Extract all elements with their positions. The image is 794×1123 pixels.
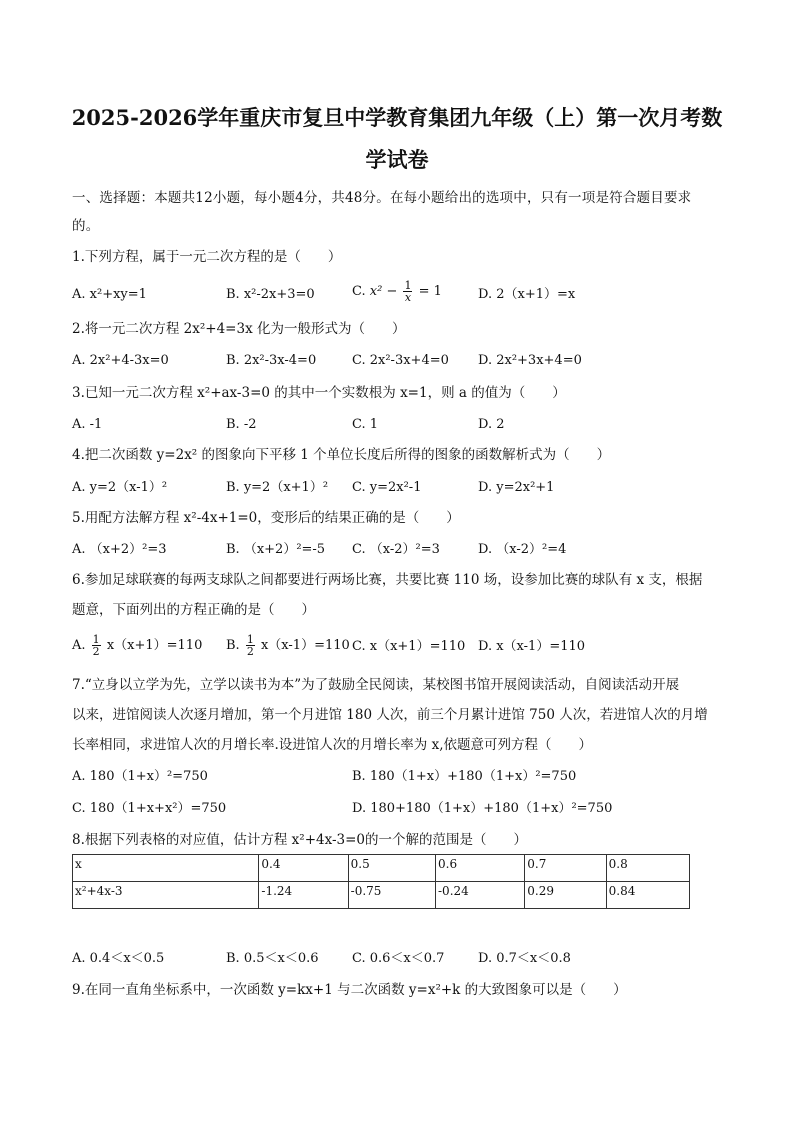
q6-option-b-label: B. bbox=[226, 638, 240, 653]
table-cell: 0.4 bbox=[259, 855, 348, 882]
question-7-stem-line2: 以来，进馆阅读人次逐月增加，第一个月进馆 180 人次，前三个月累计进馆 750 人次，若进馆人次的月增 bbox=[72, 707, 708, 723]
table-cell: -0.75 bbox=[348, 882, 435, 909]
q8-option-c[interactable]: C. 0.6＜x＜0.7 bbox=[352, 951, 445, 966]
q1-option-c-label: C. bbox=[352, 284, 366, 299]
q2-option-c[interactable]: C. 2x²-3x+4=0 bbox=[352, 353, 449, 368]
q7-option-d[interactable]: D. 180+180（1+x）+180（1+x）²=750 bbox=[352, 801, 613, 816]
table-cell: 0.84 bbox=[606, 882, 689, 909]
q3-option-d[interactable]: D. 2 bbox=[478, 417, 505, 432]
q8-option-a[interactable]: A. 0.4＜x＜0.5 bbox=[72, 951, 165, 966]
q4-option-b[interactable]: B. y=2（x+1）² bbox=[226, 480, 329, 495]
table-row bbox=[73, 855, 690, 882]
q1-option-b[interactable]: B. x²-2x+3=0 bbox=[226, 287, 315, 302]
q8-option-d[interactable]: D. 0.7＜x＜0.8 bbox=[478, 951, 571, 966]
table-cell: -0.24 bbox=[436, 882, 525, 909]
table-row bbox=[73, 882, 690, 909]
q1-option-d[interactable]: D. 2（x+1）=x bbox=[478, 287, 576, 302]
section-heading-line1: 一、选择题：本题共12小题，每小题4分，共48分。在每小题给出的选项中，只有一项是符合题目要求 bbox=[72, 190, 692, 206]
q1-option-c[interactable]: C. x² − $\frac{1}{x}$ = 1 bbox=[352, 279, 442, 304]
q7-option-c[interactable]: C. 180（1+x+x²）=750 bbox=[72, 801, 227, 816]
question-1-stem: 1.下列方程，属于一元二次方程的是（ ） bbox=[72, 249, 342, 265]
exam-title-line1: 2025-2026学年重庆市复旦中学教育集团九年级（上）第一次月考数 bbox=[71, 105, 723, 130]
table-cell: 0.6 bbox=[436, 855, 525, 882]
question-2-stem: 2.将一元二次方程 2x²+4=3x 化为一般形式为（ ） bbox=[72, 321, 406, 337]
question-7-stem-line1: 7.“立身以立学为先，立学以读书为本”为了鼓励全民阅读，某校图书馆开展阅读活动，自阅读活动开展 bbox=[72, 677, 680, 693]
q4-option-d[interactable]: D. y=2x²+1 bbox=[478, 480, 555, 495]
table-cell: 0.7 bbox=[525, 855, 606, 882]
q6-option-a-label: A. bbox=[72, 638, 86, 653]
q6-option-d[interactable]: D. x（x-1）=110 bbox=[478, 639, 586, 654]
q1-option-a[interactable]: A. x²+xy=1 bbox=[72, 287, 147, 302]
q6-option-a-fraction: $\frac{1}{2}$ bbox=[92, 633, 100, 658]
question-6-stem-line2: 题意，下面列出的方程正确的是（ ） bbox=[72, 602, 315, 618]
table-cell: 0.5 bbox=[348, 855, 435, 882]
q5-option-c[interactable]: C. （x-2）²=3 bbox=[352, 542, 440, 557]
q2-option-b[interactable]: B. 2x²-3x-4=0 bbox=[226, 353, 317, 368]
q2-option-a[interactable]: A. 2x²+4-3x=0 bbox=[72, 353, 169, 368]
question-3-stem: 3.已知一元二次方程 x²+ax-3=0 的其中一个实数根为 x=1，则 a 的值为（ ） bbox=[72, 385, 566, 401]
q5-option-b[interactable]: B. （x+2）²=-5 bbox=[226, 542, 326, 557]
q7-option-b[interactable]: B. 180（1+x）+180（1+x）²=750 bbox=[352, 769, 577, 784]
section-heading-line2: 的。 bbox=[72, 218, 100, 234]
q4-option-c[interactable]: C. y=2x²-1 bbox=[352, 480, 422, 495]
q3-option-a[interactable]: A. -1 bbox=[72, 417, 103, 432]
q4-option-a[interactable]: A. y=2（x-1）² bbox=[72, 480, 168, 495]
question-8-stem: 8.根据下列表格的对应值，估计方程 x²+4x-3=0的一个解的范围是（ ） bbox=[72, 832, 528, 848]
question-6-stem-line1: 6.参加足球联赛的每两支球队之间都要进行两场比赛，共要比赛 110 场，设参加比赛的球队有 x 支，根据 bbox=[72, 572, 703, 588]
q1-option-c-math: x² − bbox=[369, 284, 402, 299]
question-7-stem-line3: 长率相同，求进馆人次的月增长率.设进馆人次的月增长率为 x,依题意可列方程（ ） bbox=[72, 737, 592, 753]
question-4-stem: 4.把二次函数 y=2x² 的图象向下平移 1 个单位长度后所得的图象的函数解析式为（ ） bbox=[72, 447, 611, 463]
q7-option-a[interactable]: A. 180（1+x）²=750 bbox=[72, 769, 208, 784]
exam-title-line2: 学试卷 bbox=[365, 147, 429, 172]
question-9-stem: 9.在同一直角坐标系中，一次函数 y=kx+1 与二次函数 y=x²+k 的大致图象可以是（ ） bbox=[72, 982, 627, 998]
table-cell: 0.8 bbox=[606, 855, 689, 882]
q5-option-d[interactable]: D. （x-2）²=4 bbox=[478, 542, 567, 557]
question-5-stem: 5.用配方法解方程 x²-4x+1=0，变形后的结果正确的是（ ） bbox=[72, 510, 460, 526]
table-cell: 0.29 bbox=[525, 882, 606, 909]
q5-option-a[interactable]: A. （x+2）²=3 bbox=[72, 542, 167, 557]
q6-option-a-text: x（x+1）=110 bbox=[106, 638, 203, 653]
q1-option-c-fraction: $\frac{1}{x}$ bbox=[404, 279, 412, 304]
q6-option-b[interactable] bbox=[226, 634, 350, 657]
q2-option-d[interactable]: D. 2x²+3x+4=0 bbox=[478, 353, 582, 368]
q6-option-a[interactable] bbox=[72, 634, 202, 657]
q3-option-c[interactable]: C. 1 bbox=[352, 417, 379, 432]
table-cell: -1.24 bbox=[259, 882, 348, 909]
q6-option-b-text: x（x-1）=110 bbox=[260, 638, 350, 653]
q3-option-b[interactable]: B. -2 bbox=[226, 417, 257, 432]
table-cell: x²+4x-3 bbox=[73, 882, 259, 909]
q6-option-c[interactable]: C. x（x+1）=110 bbox=[352, 639, 466, 654]
q8-option-b[interactable]: B. 0.5＜x＜0.6 bbox=[226, 951, 319, 966]
q6-option-b-fraction: $\frac{1}{2}$ bbox=[246, 633, 254, 658]
table-cell: x bbox=[73, 855, 259, 882]
q8-value-table bbox=[72, 854, 690, 909]
